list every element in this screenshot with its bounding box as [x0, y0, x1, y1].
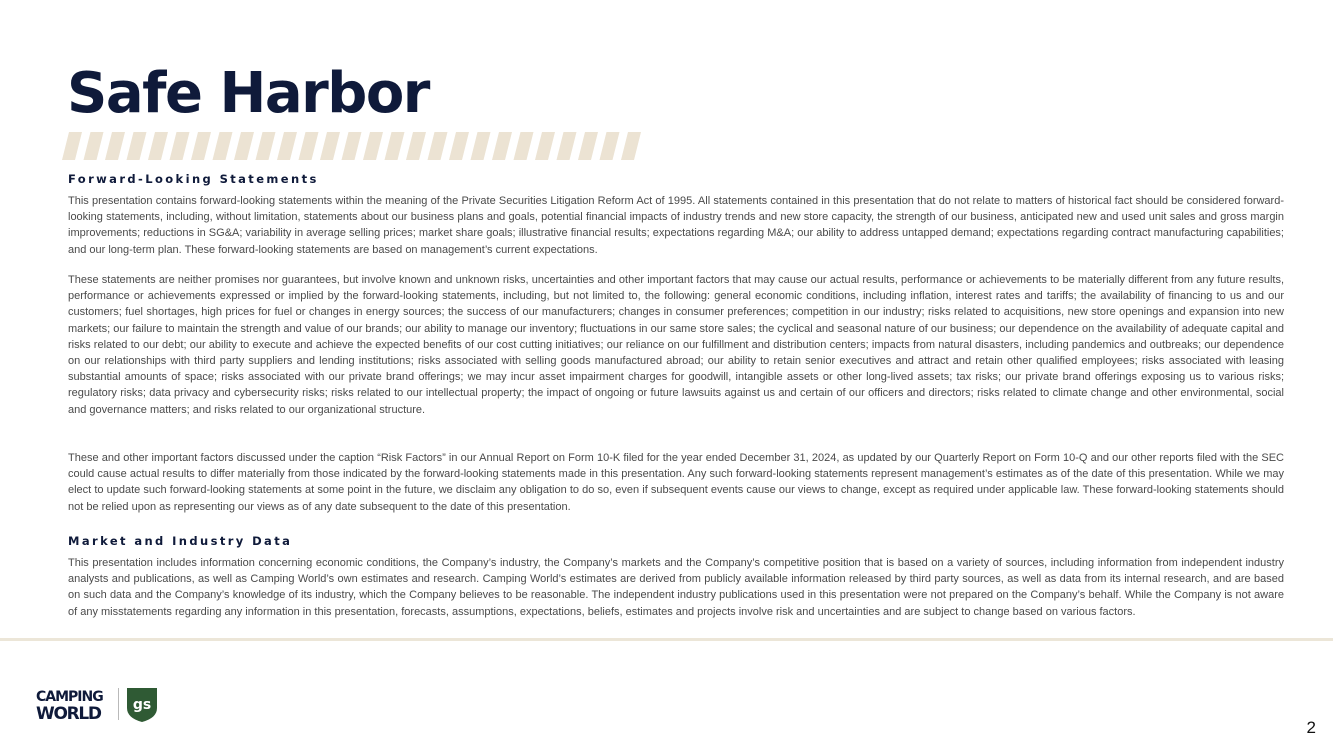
stripe-segment: [191, 132, 211, 160]
forward-looking-paragraph-2: These statements are neither promises nor guarantees, but involve known and unknown risks, uncertainties and other important factors that may cause our actual results, performance or achievements to be materially different from any future results, performance or achievements expressed or implied by the forward-looking statements, including, but not limited to, the following: general economic conditions, including inflation, interest rates and tariffs; the availability of financing to us and our customers; fuel shortages, high prices for fuel or changes in energy sources; the success of our manufacturers; changes in consumer preferences; competition in our industry; risks related to acquisitions, new store openings and expansion into new markets; our failure to maintain the strength and value of our brands; our ability to manage our inventory; fluctuations in our same store sales; the cyclical and seasonal nature of our business; our dependence on the availability of adequate capital and risks related to our debt; our ability to execute and achieve the expected benefits of our cost cutting initiatives; our reliance on our fulfillment and distribution centers; impacts from natural disasters, including pandemics and outbreaks; our dependence on our relationships with third party suppliers and lending institutions; risks associated with selling goods manufactured abroad; our ability to retain senior executives and attract and retain other qualified employees; risks associated with leasing substantial amounts of space; risks associated with our private brand offerings; we may incur asset impairment charges for goodwill, intangible assets or other long-lived assets; tax risks; our private brand offerings exposing us to various risks; regulatory risks; data privacy and cybersecurity risks; risks related to our intellectual property; the impact of ongoing or future lawsuits against us and certain of our officers and directors; risks related to climate change and other environmental, social and governance matters; and risks related to our organizational structure.: [68, 274, 1284, 416]
stripe-segment: [256, 132, 276, 160]
stripe-segment: [234, 132, 254, 160]
stripe-segment: [299, 132, 319, 160]
stripe-segment: [84, 132, 104, 160]
stripe-segment: [213, 132, 233, 160]
stripe-segment: [62, 132, 82, 160]
stripe-segment: [621, 132, 641, 160]
stripe-segment: [428, 132, 448, 160]
stripe-segment: [471, 132, 491, 160]
logo-badge-gs: gs: [132, 697, 152, 713]
stripe-segment: [170, 132, 190, 160]
logo-line-camping: CAMPING: [36, 689, 103, 705]
stripe-segment: [105, 132, 125, 160]
stripe-segment: [557, 132, 577, 160]
stripe-segment: [406, 132, 426, 160]
logo-line-world: WORLD: [36, 704, 101, 722]
stripe-segment: [148, 132, 168, 160]
stripe-segment: [342, 132, 362, 160]
page-number: 2: [1306, 718, 1316, 737]
stripe-segment: [385, 132, 405, 160]
stripe-segment: [600, 132, 620, 160]
market-industry-heading: Market and Industry Data: [68, 534, 293, 548]
stripe-segment: [127, 132, 147, 160]
camping-world-good-sam-logo: [36, 686, 164, 722]
forward-looking-paragraph-1: This presentation contains forward-looking statements within the meaning of the Private Securities Litigation Reform Act of 1995. All statements contained in this presentation that do not relate to matters of historical fact should be considered forward-looking statements, including, without limitation, statements about our business plans and goals, potential financial impacts of industry trends and new store capacity, the strength of our business, anticipated new and used unit sales and gross margin improvements; reductions in SG&A; variability in average selling prices; market share goals; illustrative financial results; expectations regarding M&A; our ability to address untapped demand; expectations regarding contract manufacturing capabilities; and our long-term plan. These forward-looking statements are based on management’s current expectations.: [68, 195, 1284, 256]
decorative-stripe-band: [60, 132, 650, 160]
forward-looking-paragraph-3: These and other important factors discussed under the caption “Risk Factors” in our Annual Report on Form 10-K filed for the year ended December 31, 2024, as updated by our Quarterly Report on Form 10-Q and our other reports filed with the SEC could cause actual results to differ materially from those indicated by the forward-looking statements made in this presentation. Any such forward-looking statements represent management’s estimates as of the date of this presentation. While we may elect to update such forward-looking statements at some point in the future, we disclaim any obligation to do so, even if subsequent events cause our views to change, except as required under applicable law. These forward-looking statements should not be relied upon as representing our views as of any date subsequent to the date of this presentation.: [68, 452, 1284, 513]
stripe-segment: [363, 132, 383, 160]
stripe-segment: [320, 132, 340, 160]
stripe-segment: [578, 132, 598, 160]
market-industry-paragraph: This presentation includes information concerning economic conditions, the Company’s industry, the Company’s markets and the Company’s competitive position that is based on a variety of sources, including information from independent industry analysts and publications, as well as Camping World’s own estimates and research. Camping World’s estimates are derived from publicly available information released by third party sources, as well as data from its internal research, and are based on such data and the Company’s knowledge of its industry, which the Company believes to be reasonable. The independent industry publications used in this presentation were not prepared on the Company’s behalf. While the Company is not aware of any misstatements regarding any information in this presentation, forecasts, assumptions, expectations, beliefs, estimates and projects involve risk and uncertainties and are subject to change based on various factors.: [68, 557, 1284, 618]
page-title: Safe Harbor: [67, 61, 429, 126]
stripe-segment: [492, 132, 512, 160]
stripe-segment: [535, 132, 555, 160]
stripe-segment: [449, 132, 469, 160]
forward-looking-heading: Forward-Looking Statements: [68, 172, 319, 186]
footer-divider: [0, 638, 1333, 641]
stripe-segment: [277, 132, 297, 160]
stripe-segment: [514, 132, 534, 160]
